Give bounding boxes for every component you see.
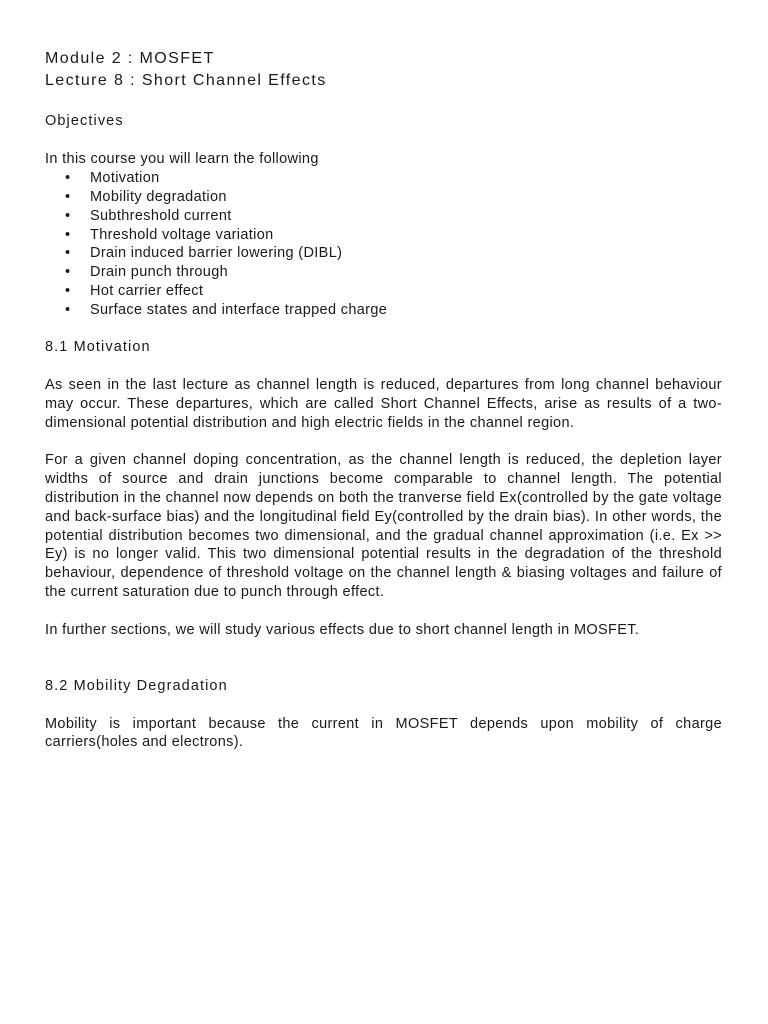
objective-label: Surface states and interface trapped charge <box>90 302 388 319</box>
objective-item <box>45 282 722 301</box>
objective-label: Motivation <box>90 169 160 186</box>
bullet-icon: • <box>65 264 71 281</box>
document-page <box>45 48 722 752</box>
objective-item <box>45 226 722 245</box>
objective-item <box>45 301 722 320</box>
mobility-paragraph-1: Mobility is important because the current in MOSFET depends upon mobility of charge carriers(holes and electrons). <box>45 715 722 751</box>
objective-item <box>45 188 722 207</box>
objective-label: Drain induced barrier lowering (DIBL) <box>90 245 343 262</box>
objectives-intro: In this course you will learn the following <box>45 151 319 167</box>
objectives-heading: Objectives <box>45 113 124 129</box>
bullet-icon: • <box>65 188 71 205</box>
bullet-icon: • <box>65 283 71 300</box>
bullet-icon: • <box>65 169 71 186</box>
objective-item <box>45 244 722 263</box>
section-heading-mobility: 8.2 Mobility Degradation <box>45 677 228 694</box>
section-heading-motivation: 8.1 Motivation <box>45 339 151 356</box>
objectives-list <box>45 169 722 320</box>
objective-label: Subthreshold current <box>90 207 232 224</box>
objective-label: Drain punch through <box>90 264 229 281</box>
module-title: Module 2 : MOSFET <box>45 50 215 67</box>
motivation-paragraph-3: In further sections, we will study various effects due to short channel length in MOSFET. <box>45 621 640 638</box>
objective-item <box>45 169 722 188</box>
bullet-icon: • <box>65 302 71 319</box>
objective-item <box>45 263 722 282</box>
motivation-paragraph-1: As seen in the last lecture as channel length is reduced, departures from long channel behaviour may occur. These departures, which are called Short Channel Effects, arise as results of a two-dimensional potential distribution and high electric fields in the channel region. <box>45 377 722 431</box>
bullet-icon: • <box>65 245 71 262</box>
bullet-icon: • <box>65 207 71 224</box>
bullet-icon: • <box>65 226 71 243</box>
objective-item <box>45 207 722 226</box>
lecture-title: Lecture 8 : Short Channel Effects <box>45 72 327 89</box>
objective-label: Threshold voltage variation <box>90 226 274 243</box>
objective-label: Mobility degradation <box>90 188 227 205</box>
motivation-paragraph-2: For a given channel doping concentration, as the channel length is reduced, the depletion layer widths of source and drain junctions become comparable to channel length. The potential distribution in the channel now depends on both the tranverse field Ex(controlled by the gate voltage and back-surface bias) and the longitudinal field Ey(controlled by the drain bias). In other words, the potential distribution becomes two dimensional, and the gradual channel approximation (i.e. Ex >> Ey) is no longer valid. This two dimensional potential results in the degradation of the threshold behaviour, dependence of threshold voltage on the channel length & biasing voltages and failure of the current saturation due to punch through effect. <box>45 452 722 601</box>
objective-label: Hot carrier effect <box>90 283 204 300</box>
